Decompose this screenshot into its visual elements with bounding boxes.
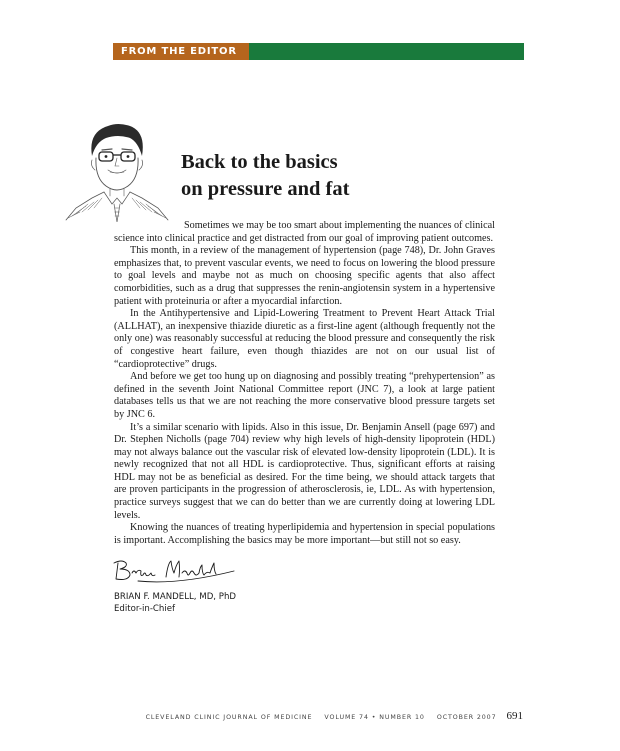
volume-issue: VOLUME 74 • NUMBER 10 <box>324 714 425 721</box>
title-line-2: on pressure and fat <box>181 178 350 200</box>
body-paragraph: In the Antihypertensive and Lipid-Lowering Treatment to Prevent Heart Attack Trial (ALLHAT), an inexpensive thiazide diuretic as a first-line agent (although frequently not the only one) was reasonably successful at reducing the blood pressure and consequently the risk of congestive heart failure, even though thiazides are not on our usual list of “cardioprotective” drugs. <box>114 308 495 370</box>
body-paragraph: Sometimes we may be too smart about implementing the nuances of clinical science into clinical practice and get distracted from our goal of improving patient outcomes. <box>114 220 495 244</box>
author-block <box>114 591 236 615</box>
author-name: BRIAN F. MANDELL, MD, PhD <box>114 592 237 602</box>
body-paragraph: This month, in a review of the management of hypertension (page 748), Dr. John Graves emphasizes that, to prevent vascular events, we need to focus on lowering the blood pressure to goal levels and maybe not as much on choosing specific agents that also affect comorbidities, such as a drug that suppresses the renin-angiotensin system in a hypertensive patient with proteinuria or after a myocardial infarction. <box>114 245 495 307</box>
author-role: Editor-in-Chief <box>114 604 176 614</box>
issue-date: OCTOBER 2007 <box>436 714 497 721</box>
section-header-bar <box>113 43 524 60</box>
body-paragraph: It’s a similar scenario with lipids. Also in this issue, Dr. Benjamin Ansell (page 697) and Dr. Stephen Nicholls (page 704) review why high levels of high-density lipoprotein (HDL) may not always balance out the vascular risk of elevated low-density lipoprotein (LDL). It is newly recognized that not all HDL is cardioprotective. Thus, significant efforts at raising HDL may not be as beneficial as desired. For the time being, we should attack targets that are proven participants in the progression of atherosclerosis, ie, LDL. As with hypertension, practice surveys suggest that we can do better than we are currently doing at lowering LDL levels. <box>114 421 495 521</box>
body-paragraph: And before we get too hung up on diagnosing and possibly treating “prehypertension” as defined in the seventh Joint National Committee report (JNC 7), a look at large patient databases tells us that we are not reaching the more conservative blood pressure targets set by JNC 6. <box>114 371 495 420</box>
article-body <box>114 220 495 547</box>
header-color-band <box>249 43 524 60</box>
article-title <box>181 149 349 203</box>
page-number: 691 <box>506 710 523 722</box>
page-footer <box>146 710 523 722</box>
title-line-1: Back to the basics <box>181 151 338 173</box>
body-paragraph: Knowing the nuances of treating hyperlipidemia and hypertension in special populations is important. Accomplishing the basics may be more important—but still not so easy. <box>114 522 495 546</box>
section-label: FROM THE EDITOR <box>113 43 249 60</box>
editor-signature <box>108 555 240 591</box>
editor-portrait-sketch <box>58 112 176 230</box>
journal-name: CLEVELAND CLINIC JOURNAL OF MEDICINE <box>145 714 313 721</box>
